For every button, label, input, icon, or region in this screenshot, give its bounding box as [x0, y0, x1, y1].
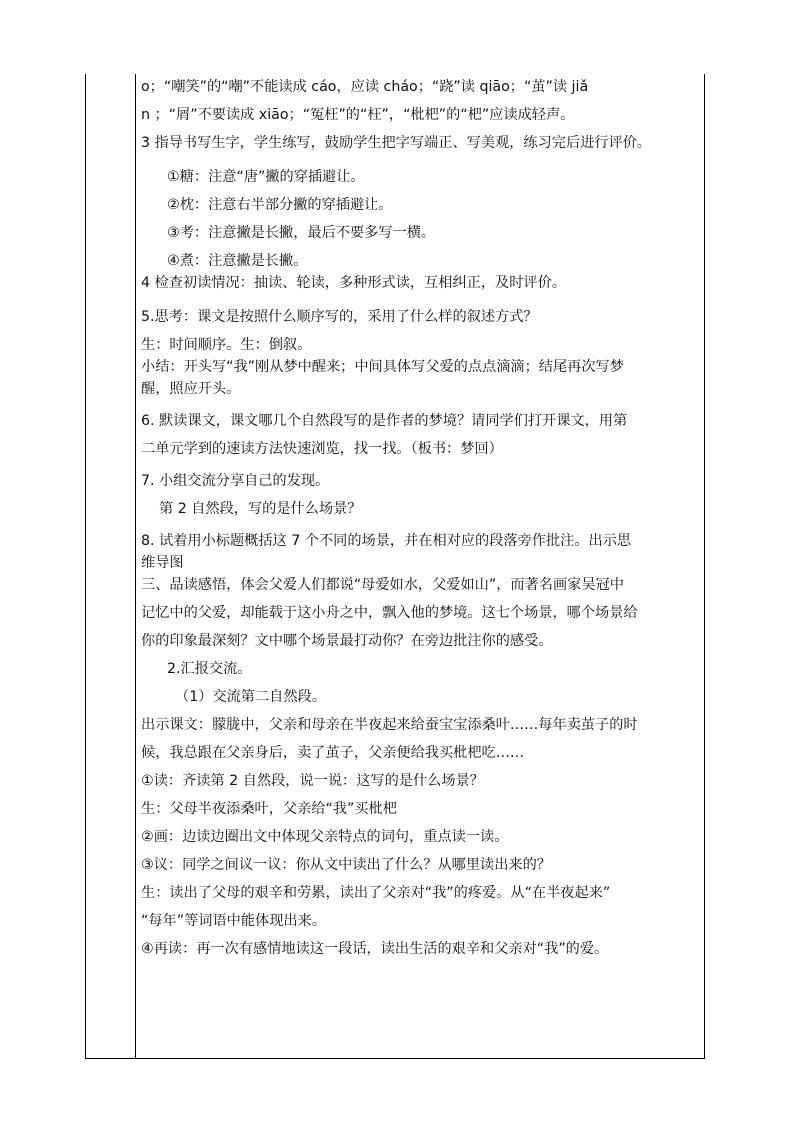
text-line: （1）交流第二自然段。	[175, 689, 326, 705]
text-line: 生：读出了父母的艰辛和劳累，读出了父亲对“我”的疼爱。从“在半夜起来”	[141, 885, 611, 901]
text-line: “每年”等词语中能体现出来。	[141, 913, 326, 929]
text-line: n ；“屑”不要读成 xiāo；“冤枉”的“枉”，“枇杷”的“杷”应读成轻声。	[141, 107, 575, 123]
text-line: 三、品读感悟，体会父爱人们都说“母爱如水，父爱如山”，而著名画家吴冠中	[141, 577, 624, 593]
text-line: 二单元学到的速读方法快速浏览，找一找。（板书：梦回）	[141, 441, 503, 457]
text-line: ②画：边读边圈出文中体现父亲特点的词句，重点读一读。	[141, 829, 509, 845]
text-line: 候，我总跟在父亲身后，卖了茧子，父亲便给我买枇杷吃……	[141, 745, 525, 761]
text-line: 维导图	[141, 555, 184, 571]
text-line: 5.思考：课文是按照什么顺序写的，采用了什么样的叙述方式？	[141, 309, 538, 325]
text-line: 6. 默读课文，课文哪几个自然段写的是作者的梦境？请同学们打开课文，用第	[141, 413, 628, 429]
text-line: 生：父母半夜添桑叶，父亲给“我”买枇杷	[141, 801, 397, 817]
lesson-content-cell	[141, 76, 701, 960]
text-line: 8. 试着用小标题概括这 7 个不同的场景，并在相对应的段落旁作批注。出示思	[141, 533, 632, 549]
text-line: 2.汇报交流。	[167, 661, 252, 677]
text-line: ①糖：注意“唐”撇的穿插避让。	[167, 169, 365, 185]
text-line: 记忆中的父爱，却能载于这小舟之中，飘入他的梦境。这七个场景，哪个场景给	[141, 605, 638, 621]
text-line: ③议：同学之间议一议：你从文中读出了什么？从哪里读出来的？	[141, 857, 551, 873]
text-line: ①读：齐读第 2 自然段，说一说：这写的是什么场景？	[141, 773, 484, 789]
text-line: 3 指导书写生字，学生练写，鼓励学生把字写端正、写美观，练习完后进行评价。	[141, 135, 652, 151]
text-line: 醒，照应开头。	[141, 381, 241, 397]
table-column-divider	[135, 74, 136, 1058]
text-line: 第 2 自然段，写的是什么场景？	[159, 501, 362, 517]
text-line: 生：时间顺序。生：倒叙。	[141, 337, 312, 353]
text-line: ③考：注意撇是长撇，最后不要多写一横。	[167, 225, 436, 241]
text-line: 你的印象最深刻？文中哪个场景最打动你？在旁边批注你的感受。	[141, 633, 553, 649]
text-line: ④煮：注意撇是长撇。	[167, 253, 308, 269]
text-line: 4 检查初读情况：抽读、轮读，多种形式读，互相纠正，及时评价。	[141, 275, 566, 291]
text-line: 小结：开头写“我”刚从梦中醒来；中间具体写父爱的点点滴滴；结尾再次写梦	[141, 359, 624, 375]
text-line: ②枕：注意右半部分撇的穿插避让。	[167, 197, 393, 213]
text-line: o；“嘲笑”的“嘲”不能读成 cáo，应读 cháo；“跷”读 qiāo；“茧”读 jiǎ	[141, 79, 589, 95]
text-line: ④再读：再一次有感情地读这一段话，读出生活的艰辛和父亲对“我”的爱。	[141, 941, 609, 957]
text-line: 出示课文：朦胧中，父亲和母亲在半夜起来给蚕宝宝添桑叶……每年卖茧子的时	[141, 717, 638, 733]
text-line: 7. 小组交流分享自己的发现。	[141, 473, 330, 489]
